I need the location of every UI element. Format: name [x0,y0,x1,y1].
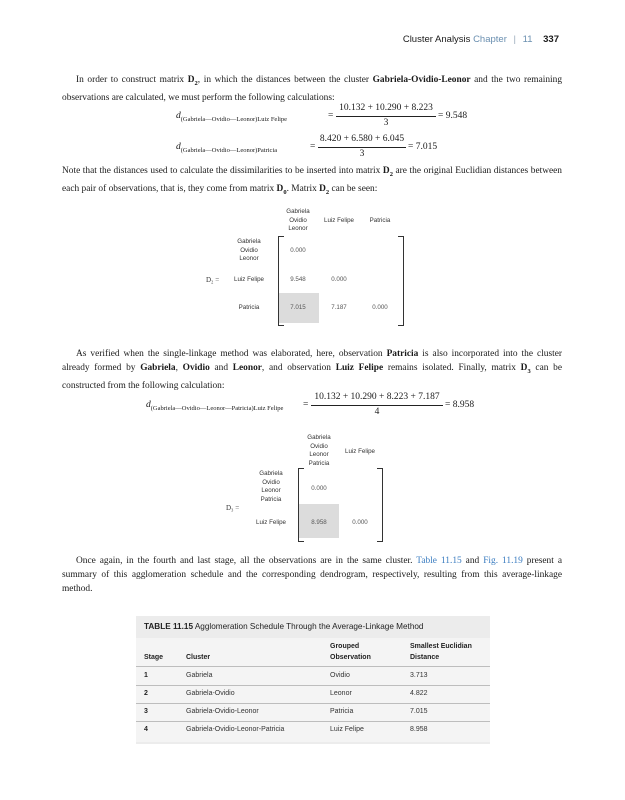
text: can be constructed from the following calculation: [62,363,562,391]
matrix-cell: 0.000 [290,247,306,254]
observation-name: Gabriela [140,363,176,373]
header-rule [136,666,490,667]
column-header: Luiz Felipe [324,217,354,224]
denominator: 3 [359,149,365,159]
cluster-name: Gabriela-Ovidio-Leonor [372,75,471,85]
table-cell: 3.713 [410,672,428,679]
text: are the original Euclidian distances between each pair of observations, that is, they come from matrix [62,166,562,194]
column-header: Gabriela Ovidio Leonor [286,208,310,232]
equals-sign: = [303,400,309,410]
matrix-subscript: 2 [194,79,198,87]
observation-name: Luiz Felipe [335,363,384,373]
equals-sign: = [310,142,316,152]
matrix-symbol: D [382,166,390,176]
table-label: TABLE 11.15 [144,622,193,631]
matrix-cell: 7.187 [331,304,347,311]
text: , [175,363,183,373]
text: remains isolated. Finally, matrix [383,363,521,373]
table-cell: Gabriela [186,672,213,679]
distance-subscript: (Gabriela—Ovidio—Leonor—Patricia)Luiz Felipe [150,405,284,412]
numerator: 10.132 + 10.290 + 8.223 [339,103,433,113]
table-cell: 8.958 [410,726,428,733]
numerator: 10.132 + 10.290 + 8.223 + 7.187 [314,392,440,402]
table-cell: Gabriela-Ovidio-Leonor [186,708,259,715]
equals-sign: = [328,111,334,121]
table-body [136,638,490,742]
table-title: Agglomeration Schedule Through the Average-Linkage Method [194,622,424,631]
text: can be seen: [329,183,378,194]
header-chapter-label: Chapter [473,34,507,45]
observation-name: Leonor [232,363,262,373]
header-section: Cluster Analysis [402,34,471,45]
matrix-symbol: D [319,183,326,194]
distance-symbol: d [176,142,181,152]
row-header: Luiz Felipe [256,519,286,526]
matrix-subscript: 2 [389,170,393,178]
matrix-cell: 0.000 [352,519,368,526]
table-cell: Patricia [330,708,354,715]
matrix-symbol: D [520,363,528,373]
matrix-cell: 0.000 [372,304,388,311]
text: , and observation [261,363,336,373]
text: As verified when the single-linkage method was elaborated, here, observation [76,349,387,359]
matrix-cell: 8.958 [311,519,327,526]
matrix-label: D₂ = [206,276,220,284]
table-cell: 4.822 [410,690,428,697]
text: and [461,556,484,566]
table-cell: 1 [144,672,148,679]
distance-symbol: d [146,400,151,410]
column-header: Cluster [186,654,211,661]
column-header: Gabriela Ovidio Leonor Patricia [307,434,331,467]
page-number: 337 [543,34,559,45]
row-header: Gabriela Ovidio Leonor Patricia [259,470,283,503]
denominator: 3 [383,118,389,128]
table-cell: 4 [144,726,148,733]
column-header: Patricia [369,217,391,224]
table-cell: Ovidio [330,672,350,679]
column-header: Luiz Felipe [345,448,375,455]
agglomeration-table [136,616,490,744]
paragraph-4 [62,554,562,596]
table-cell: 7.015 [410,708,428,715]
observation-name: Ovidio [182,363,210,373]
header-separator: | [513,34,516,45]
text: Once again, in the fourth and last stage, all the observations are in the same cluster. [76,556,417,566]
column-header: Smallest Euclidian Distance [410,643,472,661]
matrix-subscript: 2 [325,188,330,196]
figure-reference-link[interactable]: Fig. 11.19 [483,556,523,566]
matrix-symbol: D [276,183,284,194]
text: . Matrix [286,183,320,194]
table-cell: Gabriela-Ovidio [186,690,235,697]
distance-symbol: d [176,111,181,121]
table-cell: 3 [144,708,148,715]
observation-name: Patricia [386,349,419,359]
table-cell: Luiz Felipe [330,726,364,733]
numerator: 8.420 + 6.580 + 6.045 [319,134,405,144]
matrix-subscript: 3 [527,367,531,375]
text: present a summary of this agglomeration schedule and the corresponding dendrogram, respectively, resulting from this average-linkage method. [62,556,562,594]
result: = 8.958 [445,400,475,410]
row-rule [136,721,490,722]
column-header: Stage [144,654,164,661]
table-cell: Leonor [330,690,352,697]
matrix-cell: 7.015 [290,304,306,311]
row-header: Patricia [238,304,260,311]
distance-subscript: (Gabriela—Ovidio—Leonor)Patricia [180,147,278,154]
text: is also incorporated into the cluster already formed by [62,349,562,373]
matrix-symbol: D [187,75,195,85]
result: = 7.015 [408,142,438,152]
table-reference-link[interactable]: Table 11.15 [416,556,462,566]
row-rule [136,685,490,686]
text: Note that the distances used to calculate the dissimilarities to be inserted into matrix [62,166,383,176]
distance-subscript: (Gabriela—Ovidio—Leonor)Luiz Felipe [180,116,288,123]
row-rule [136,703,490,704]
matrix-subscript: 0 [283,188,287,196]
text: and the two remaining observations are calculated, we must perform the following calculations: [62,75,563,103]
matrix-cell: 0.000 [331,276,347,283]
table-caption [144,622,423,631]
matrix-cell: 0.000 [311,485,327,492]
table-cell: Gabriela-Ovidio-Leonor-Patricia [186,726,285,733]
text: and [209,363,233,373]
text: , in which the distances between the cluster [197,75,373,85]
row-header: Luiz Felipe [234,276,264,283]
matrix-cell: 9.548 [290,276,306,283]
denominator: 4 [374,407,380,417]
matrix-label: D₃ = [226,504,240,512]
header-chapter-number: 11 [522,34,533,45]
matrix-bracket-right [377,468,383,542]
text: In order to construct matrix [76,75,188,85]
result: = 9.548 [438,111,468,121]
column-header: Grouped Observation [330,643,371,661]
row-header: Gabriela Ovidio Leonor [237,238,261,262]
table-cell: 2 [144,690,148,697]
